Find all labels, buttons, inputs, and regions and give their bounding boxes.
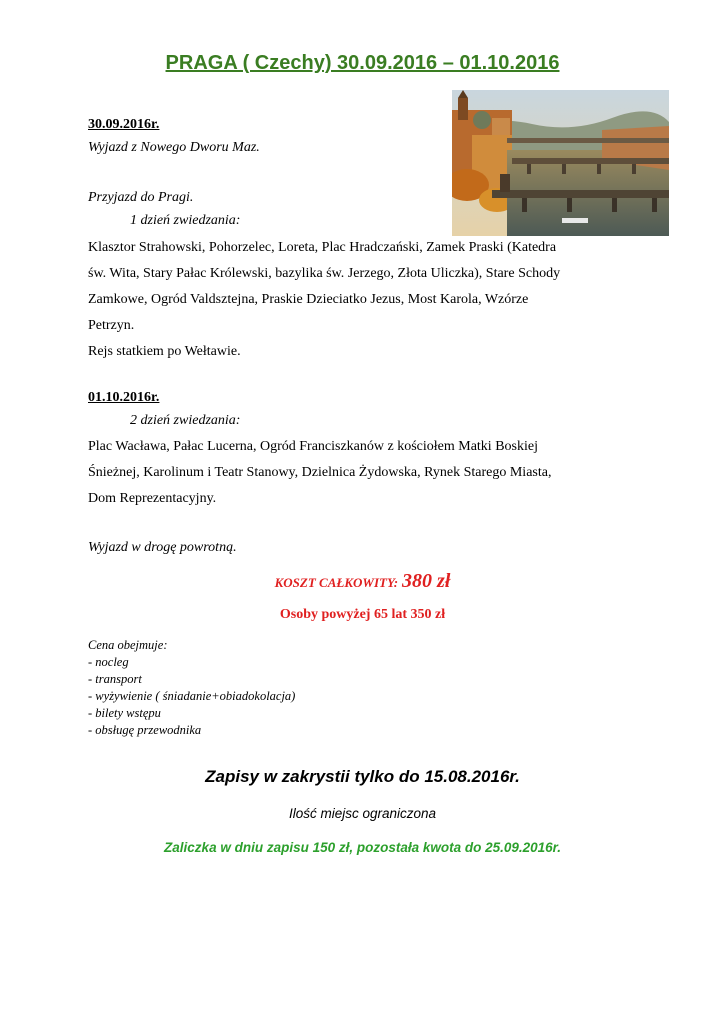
prague-bridges-photo — [452, 90, 669, 236]
arrival-text: Przyjazd do Pragi. — [88, 190, 194, 205]
page-title: PRAGA ( Czechy) 30.09.2016 – 01.10.2016 — [165, 52, 560, 74]
itinerary-line: Śnieżnej, Karolinum i Teatr Stanowy, Dzielnica Żydowska, Rynek Starego Miasta, — [88, 465, 552, 480]
itinerary-line: św. Wita, Stary Pałac Królewski, bazylika św. Jerzego, Złota Uliczka), Stare Schody — [88, 266, 561, 281]
cost-amount: 380 zł — [402, 570, 451, 592]
list-item: - wyżywienie ( śniadanie+obiadokolacja) — [88, 689, 296, 703]
list-item: - nocleg — [88, 655, 129, 669]
day2-label: 2 dzień zwiedzania: — [130, 413, 241, 428]
itinerary-line: Plac Wacława, Pałac Lucerna, Ogród Franciszkanów z kościołem Matki Boskiej — [88, 439, 538, 454]
day1-label: 1 dzień zwiedzania: — [130, 213, 241, 228]
day1-date: 30.09.2016r. — [88, 117, 160, 132]
itinerary-line: Dom Reprezentacyjny. — [88, 491, 217, 506]
limited-seats-note: Ilość miejsc ograniczona — [288, 806, 437, 821]
itinerary-line: Zamkowe, Ogród Valdsztejna, Praskie Dzieciatko Jezus, Most Karola, Wzórze — [88, 292, 529, 307]
itinerary-line: Rejs statkiem po Wełtawie. — [88, 344, 241, 359]
list-item: - obsługę przewodnika — [88, 723, 202, 737]
list-item: - transport — [88, 672, 142, 686]
itinerary-line: Klasztor Strahowski, Pohorzelec, Loreta, Plac Hradczański, Zamek Praski (Katedra — [88, 240, 557, 255]
itinerary-line: Petrzyn. — [88, 318, 135, 333]
deposit-note: Zaliczka w dniu zapisu 150 zł, pozostała kwota do 25.09.2016r. — [164, 840, 561, 855]
list-item: - bilety wstępu — [88, 706, 161, 720]
total-cost — [0, 570, 725, 593]
day2-date: 01.10.2016r. — [88, 390, 160, 405]
cost-label: KOSZT CAŁKOWITY: — [274, 575, 399, 590]
day2-itinerary — [88, 434, 648, 512]
return-text: Wyjazd w drogę powrotną. — [88, 540, 237, 555]
registration-deadline: Zapisy w zakrystii tylko do 15.08.2016r. — [205, 767, 520, 786]
day1-itinerary — [88, 235, 648, 365]
price-includes — [88, 637, 295, 739]
senior-price: Osoby powyżej 65 lat 350 zł — [279, 607, 446, 622]
departure-text: Wyjazd z Nowego Dworu Maz. — [88, 140, 260, 155]
includes-heading: Cena obejmuje: — [88, 638, 168, 652]
